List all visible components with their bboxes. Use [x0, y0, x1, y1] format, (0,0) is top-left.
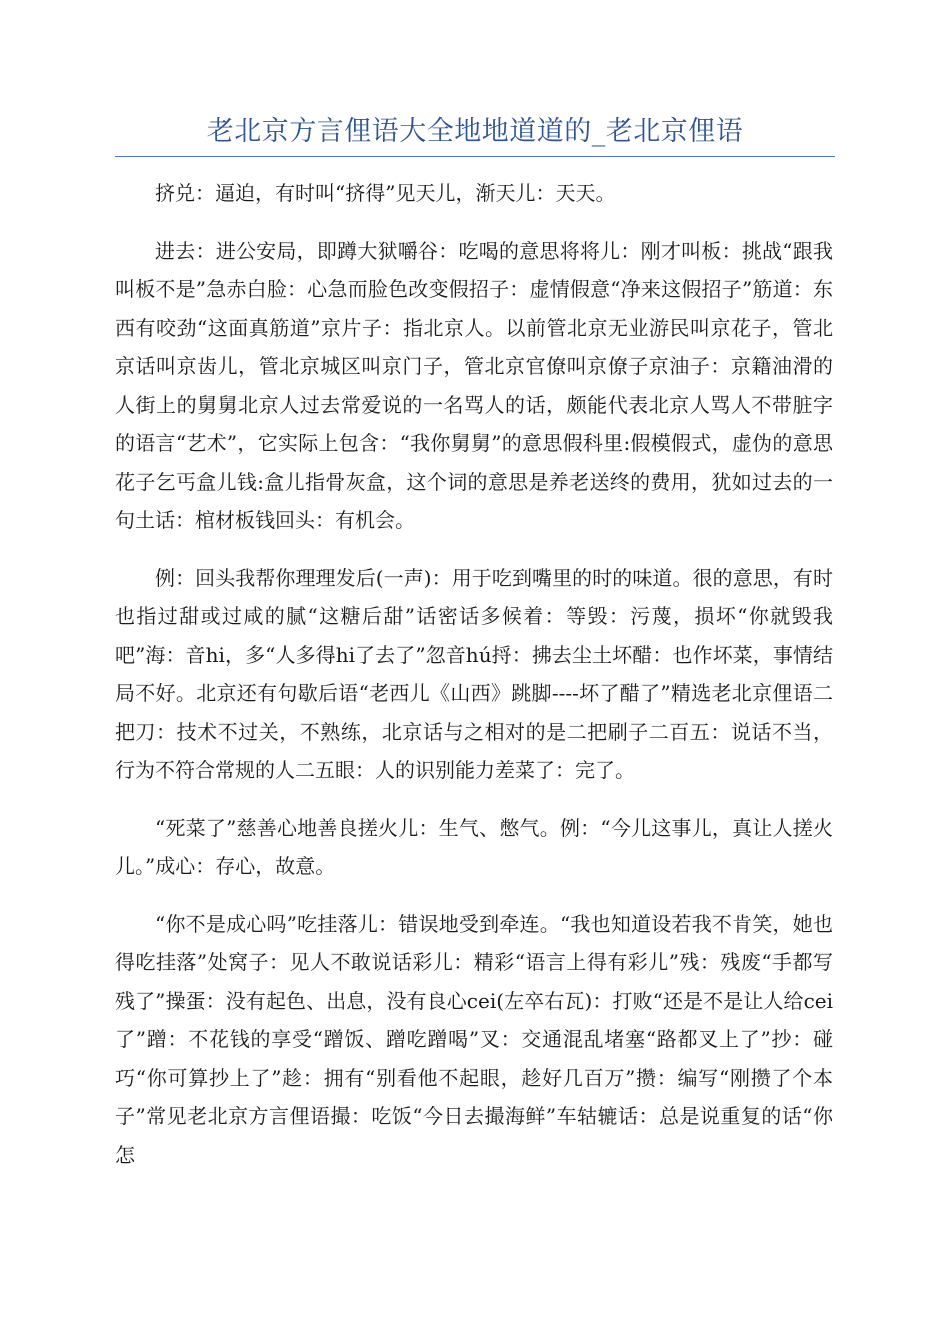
title-block [115, 112, 835, 157]
paragraph: 挤兑：逼迫，有时叫“挤得”见天儿，渐天儿：天天。 [155, 181, 616, 205]
paragraph: “死菜了”慈善心地善良搓火儿：生气、憋气。例：“今儿这事儿，真让人搓火儿。”成心：存心，故意。 [115, 815, 833, 878]
page-title: 老北京方言俚语大全地地道道的_老北京俚语 [206, 116, 744, 147]
document-body [115, 174, 833, 1193]
paragraph: “你不是成心吗”吃挂落儿：错误地受到牵连。“我也知道设若我不肯笑，她也得吃挂落”处窝子：见人不敢说话彩儿：精彩“语言上得有彩儿”残：残废“手都写残了”操蛋：没有起色、出息，没有良心cei(左卒右瓦)：打败“还是不是让人给cei了”蹭：不花钱的享受“蹭饭、蹭吃蹭喝”叉：交通混乱堵塞“路都叉上了”抄：碰巧“你可算抄上了”趁：拥有“别看他不起眼，趁好几百万”攒：编写“刚攒了个本子”常见老北京方言俚语撮：吃饭“今日去撮海鲜”车轱辘话：总是说重复的话“你怎 [115, 911, 833, 1167]
paragraph: 例：回头我帮你理理发后(一声)：用于吃到嘴里的时的味道。很的意思，有时也指过甜或过咸的腻“这糖后甜”话密话多候着：等毁：污蔑，损坏“你就毁我吧”海：音hi，多“人多得hi了去了”忽音hú捋：拂去尘土坏醋：也作坏菜，事情结局不好。北京还有句歇后语“老西儿《山西》跳脚----坏了醋了”精选老北京俚语二把刀：技术不过关，不熟练，北京话与之相对的是二把刷子二百五：说话不当，行为不符合常规的人二五眼：人的识别能力差菜了：完了。 [115, 565, 833, 782]
paragraph: 进去：进公安局，即蹲大狱嚼谷：吃喝的意思将将儿：刚才叫板：挑战“跟我叫板不是”急赤白脸：心急而脸色改变假招子：虚情假意“净来这假招子”筋道：东西有咬劲“这面真筋道”京片子：指北京人。以前管北京无业游民叫京花子，管北京话叫京齿儿，管北京城区叫京门子，管北京官僚叫京僚子京油子：京籍油滑的人街上的舅舅北京人过去常爱说的一名骂人的话，颇能代表北京人骂人不带脏字的语言“艺术”，它实际上包含：“我你舅舅”的意思假科里:假模假式，虚伪的意思花子乞丐盒儿钱:盒儿指骨灰盒，这个词的意思是养老送终的费用，犹如过去的一句土话：棺材板钱回头：有机会。 [115, 238, 833, 532]
